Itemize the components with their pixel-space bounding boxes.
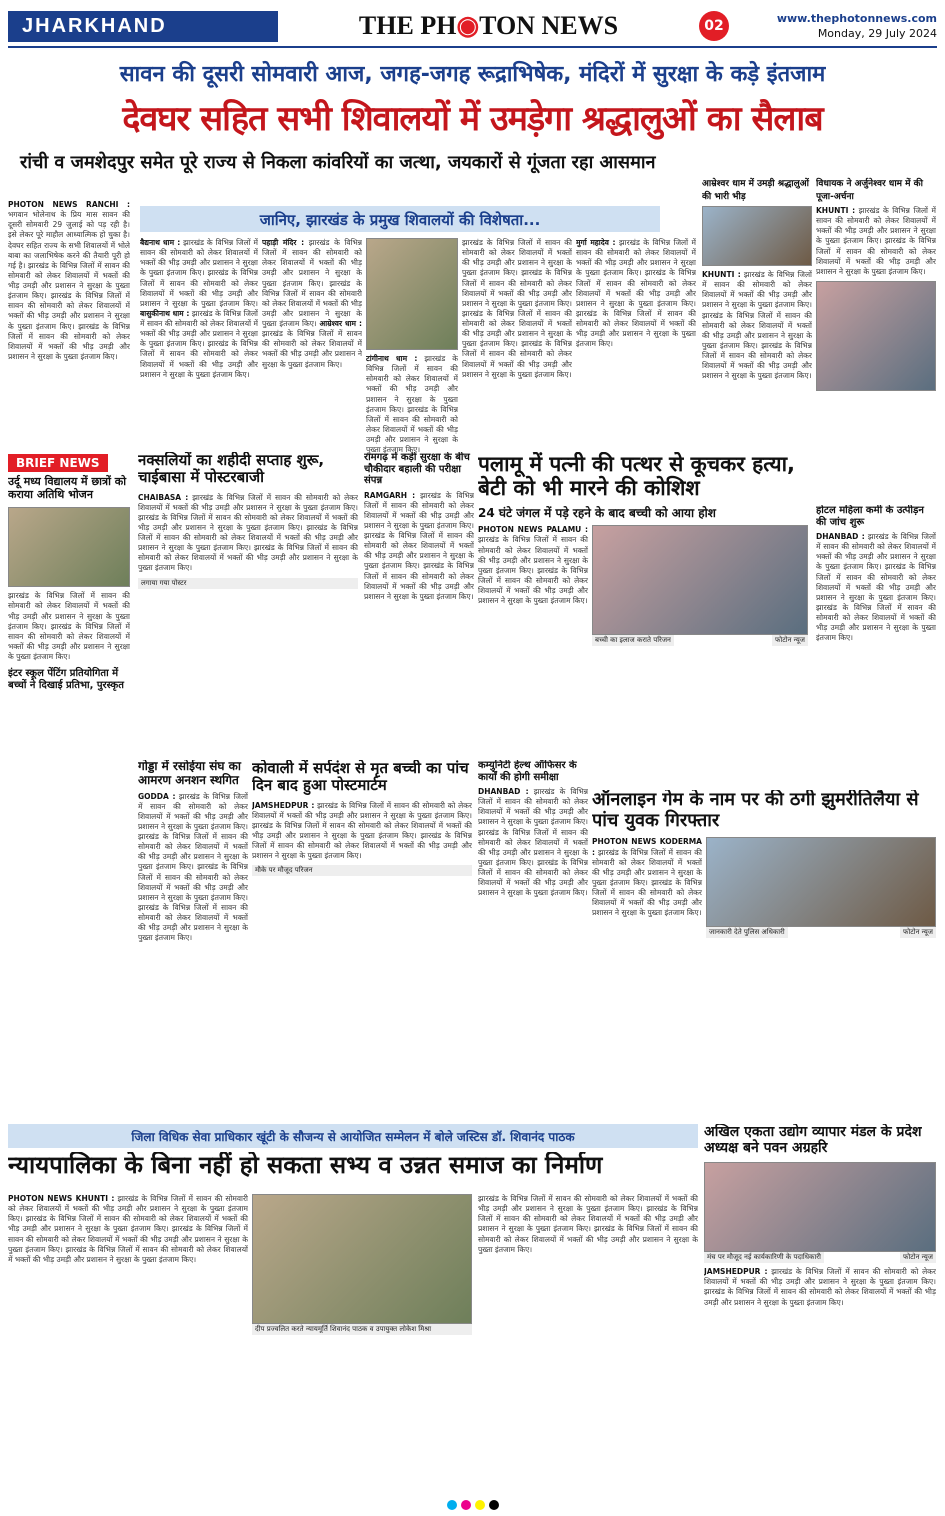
dateline: DHANBAD : bbox=[816, 532, 865, 541]
filler-text: झारखंड के विभिन्न जिलों में सावन की सोमवारी को लेकर शिवालयों में भक्तों की भीड़ उमड़ी और प्रशासन ने सुरक्षा के पुख्ता इंतजाम किए। bbox=[138, 862, 248, 902]
filler-text: झारखंड के विभिन्न जिलों में सावन की सोमवारी को लेकर शिवालयों में भक्तों की भीड़ उमड़ी और प्रशासन ने सुरक्षा के पुख्ता इंतजाम किए। bbox=[252, 800, 472, 820]
magenta-mark-icon bbox=[461, 1500, 471, 1510]
godda-story bbox=[138, 760, 248, 1120]
legal-headline: न्यायपालिका के बिना नहीं हो सकता सभ्य व उन्नत समाज का निर्माण bbox=[8, 1152, 603, 1179]
filler-text: झारखंड के विभिन्न जिलों में सावन की सोमवारी को लेकर शिवालयों में भक्तों की भीड़ उमड़ी और प्रशासन ने सुरक्षा के पुख्ता इंतजाम किए। bbox=[592, 877, 702, 918]
issue-date: Monday, 29 July 2024 bbox=[817, 27, 937, 40]
naxal-text bbox=[138, 493, 358, 574]
kowali-headline: कोवाली में सर्पदंश से मृत बच्ची का पांच दिन बाद हुआ पोस्टमार्टम bbox=[252, 760, 469, 795]
filler-text: झारखंड के विभिन्न जिलों में सावन की सोमवारी को लेकर शिवालयों में भक्तों की भीड़ उमड़ी और प्रशासन ने सुरक्षा के पुख्ता इंतजाम किए। bbox=[262, 238, 362, 288]
lead-subhead: रांची व जमशेदपुर समेत पूरे राज्य से निकला कांवरियों का जत्था, जयकारों से गूंजता रहा आसमान bbox=[20, 152, 656, 173]
puja-photo bbox=[816, 281, 936, 391]
filler-text: झारखंड के विभिन्न जिलों में सावन की सोमवारी को लेकर शिवालयों में भक्तों की भीड़ उमड़ी और प्रशासन ने सुरक्षा के पुख्ता इंतजाम किए। bbox=[478, 857, 588, 898]
godda-text bbox=[138, 792, 248, 944]
filler-text: झारखंड के विभिन्न जिलों में सावन की सोमवारी को लेकर शिवालयों में भक्तों की भीड़ उमड़ी और प्रशासन ने सुरक्षा के पुख्ता इंतजाम किए। bbox=[478, 787, 588, 827]
health-story bbox=[478, 760, 588, 1120]
column-subhead: टांगीनाथ धाम : bbox=[366, 354, 418, 363]
filler-text: झारखंड के विभिन्न जिलों में सावन की सोमवारी को लेकर शिवालयों में भक्तों की भीड़ उमड़ी और प्रशासन ने सुरक्षा के पुख्ता इंतजाम किए। bbox=[366, 404, 458, 455]
filler-text: झारखंड के विभिन्न जिलों में सावन की सोमवारी को लेकर शिवालयों में भक्तों की भीड़ उमड़ी और प्रशासन ने सुरक्षा के पुख्ता इंतजाम किए। bbox=[462, 308, 572, 349]
filler-text: झारखंड के विभिन्न जिलों में सावन की सोमवारी को लेकर शिवालयों में भक्तों की भीड़ उमड़ी और प्रशासन ने सुरक्षा के पुख्ता इंतजाम किए। bbox=[8, 1214, 248, 1234]
filler-text: झारखंड के विभिन्न जिलों में सावन की सोमवारी को लेकर शिवालयों में भक्तों की भीड़ उमड़ी और प्रशासन ने सुरक्षा के पुख्ता इंतजाम किए। bbox=[576, 238, 696, 278]
filler-text: झारखंड के विभिन्न जिलों में सावन की सोमवारी को लेकर शिवालयों में भक्तों की भीड़ उमड़ी और प्रशासन ने सुरक्षा के पुख्ता इंतजाम किए। bbox=[8, 321, 130, 361]
filler-text: झारखंड के विभिन्न जिलों में सावन की सोमवारी को लेकर शिवालयों में भक्तों की भीड़ उमड़ी और प्रशासन ने सुरक्षा के पुख्ता इंतजाम किए। bbox=[8, 621, 130, 662]
column-subhead: बासुकीनाथ धाम : bbox=[140, 308, 190, 318]
black-mark-icon bbox=[489, 1500, 499, 1510]
online-text bbox=[592, 837, 702, 938]
naxal-story bbox=[138, 452, 358, 752]
photo-credit: फोटोन न्यूज bbox=[772, 635, 808, 646]
brief-headline: उर्दू मध्य विद्यालय में छात्रों को कराया अतिथि भोजन bbox=[8, 475, 127, 501]
column-subhead: पहाड़ी मंदिर : bbox=[262, 238, 305, 247]
dateline: KHUNTI : bbox=[816, 206, 856, 215]
crowd-photo bbox=[702, 206, 812, 266]
hotel-headline: होटल महिला कर्मी के उत्पीड़न की जांच शुरू bbox=[816, 505, 924, 528]
filler-text: झारखंड के विभिन्न जिलों में सावन की सोमवारी को लेकर शिवालयों में भक्तों की भीड़ उमड़ी और प्रशासन ने सुरक्षा के पुख्ता इंतजाम किए। bbox=[138, 902, 248, 943]
legal-photo-block bbox=[252, 1194, 472, 1484]
ramgarh-text bbox=[364, 491, 474, 602]
dateline: JAMSHEDPUR : bbox=[252, 800, 315, 810]
ramgarh-story bbox=[364, 452, 474, 752]
site-url[interactable]: www.thephotonnews.com bbox=[776, 11, 937, 25]
filler-text: झारखंड के विभिन्न जिलों में सावन की सोमवारी को लेकर शिवालयों में भक्तों की भीड़ उमड़ी और प्रशासन ने सुरक्षा के पुख्ता इंतजाम किए। bbox=[140, 339, 258, 379]
dateline: KHUNTI : bbox=[702, 270, 741, 279]
brand-logo bbox=[278, 11, 699, 41]
column-subhead: आम्रेश्वर धाम : bbox=[319, 319, 362, 328]
kowali-text bbox=[252, 801, 472, 862]
palamu-story bbox=[478, 452, 808, 752]
palamu-subhead: 24 घंटे जंगल में पड़े रहने के बाद बच्ची को आया होश bbox=[478, 506, 716, 521]
ekta-caption: मंच पर मौजूद नई कार्यकारिणी के पदाधिकारी bbox=[704, 1252, 824, 1263]
dateline: PHOTON NEWS KODERMA : bbox=[592, 837, 702, 857]
arjuneshwar-text bbox=[816, 206, 936, 277]
photo-credit: फोटोन न्यूज bbox=[900, 927, 936, 938]
godda-headline: गोड्डा में रसोईया संघ का आमरण अनशन स्थगित bbox=[138, 760, 241, 787]
filler-text: झारखंड के विभिन्न जिलों में सावन की सोमवारी को लेकर शिवालयों में भक्तों की भीड़ उमड़ी और प्रशासन ने सुरक्षा के पुख्ता इंतजाम किए। bbox=[262, 278, 362, 328]
lamp-lighting-photo bbox=[252, 1194, 472, 1324]
filler-text: झारखंड के विभिन्न जिलों में सावन की सोमवारी को लेकर शिवालयों में भक्तों की भीड़ उमड़ी और प्रशासन ने सुरक्षा के पुख्ता इंतजाम किए। bbox=[702, 270, 812, 310]
hotel-story bbox=[816, 505, 936, 752]
kowali-caption: मौके पर मौजूद परिजन bbox=[252, 865, 472, 876]
lead-dateline: PHOTON NEWS RANCHI : bbox=[8, 200, 130, 209]
filler-text: झारखंड के विभिन्न जिलों में सावन की सोमवारी को लेकर शिवालयों में भक्तों की भीड़ उमड़ी और प्रशासन ने सुरक्षा के पुख्ता इंतजाम किए। bbox=[138, 492, 358, 512]
filler-text: झारखंड के विभिन्न जिलों में सावन की सोमवारी को लेकर शिवालयों में भक्तों की भीड़ उमड़ी और प्रशासन ने सुरक्षा के पुख्ता इंतजाम किए। bbox=[138, 832, 248, 872]
dateline: RAMGARH : bbox=[364, 490, 416, 500]
brief-label: BRIEF NEWS bbox=[8, 454, 108, 472]
online-caption: जानकारी देते पुलिस अधिकारी bbox=[706, 927, 788, 938]
legal-banner: जिला विधिक सेवा प्राधिकार खूंटी के सौजन्य से आयोजित सम्मेलन में बोले जस्टिस डॉ. शिवानंद पाठक bbox=[8, 1124, 698, 1148]
filler-text: झारखंड के विभिन्न जिलों में सावन की सोमवारी को लेकर शिवालयों में भक्तों की भीड़ उमड़ी और प्रशासन ने सुरक्षा के पुख्ता इंतजाम किए। bbox=[478, 565, 588, 606]
filler-text: झारखंड के विभिन्न जिलों में सावन की सोमवारी को लेकर शिवालयों में भक्तों की भीड़ उमड़ी और प्रशासन ने सुरक्षा के पुख्ता इंतजाम किए। bbox=[462, 238, 572, 278]
legal-caption: दीप प्रज्वलित करते न्यायमूर्ति शिवानंद पाठक व उपायुक्त लोकेश मिश्रा bbox=[252, 1324, 472, 1335]
ekta-text bbox=[704, 1267, 936, 1308]
dateline: DHANBAD : bbox=[478, 787, 529, 796]
filler-text: झारखंड के विभिन्न जिलों में सावन की सोमवारी को लेकर शिवालयों में भक्तों की भीड़ उमड़ी और प्रशासन ने सुरक्षा के पुख्ता इंतजाम किए। bbox=[478, 827, 588, 867]
filler-text: झारखंड के विभिन्न जिलों में सावन की सोमवारी को लेकर शिवालयों में भक्तों की भीड़ उमड़ी और प्रशासन ने सुरक्षा के पुख्ता इंतजाम किए। bbox=[138, 543, 358, 573]
filler-text: झारखंड के विभिन्न जिलों में सावन की सोमवारी को लेकर शिवालयों में भक्तों की भीड़ उमड़ी और प्रशासन ने सुरक्षा के पुख्ता इंतजाम किए। bbox=[8, 1244, 248, 1264]
kowali-story bbox=[252, 760, 472, 1120]
students-photo bbox=[8, 507, 130, 587]
filler-text: झारखंड के विभिन्न जिलों में सावन की सोमवारी को लेकर शिवालयों में भक्तों की भीड़ उमड़ी और प्रशासन ने सुरक्षा के पुख्ता इंतजाम किए। bbox=[816, 532, 936, 572]
brief2-headline: इंटर स्कूल पेंटिंग प्रतियोगिता में बच्चों ने दिखाई प्रतिभा, पुरस्कृत bbox=[8, 668, 124, 691]
filler-text: झारखंड के विभिन्न जिलों में सावन की सोमवारी को लेकर शिवालयों में भक्तों की भीड़ उमड़ी और प्रशासन ने सुरक्षा के पुख्ता इंतजाम किए। bbox=[478, 1204, 698, 1234]
masthead bbox=[8, 6, 937, 48]
brand-o-icon: ◉ bbox=[456, 11, 480, 40]
filler-text: झारखंड के विभिन्न जिलों में सावन की सोमवारी को लेकर शिवालयों में भक्तों की भीड़ उमड़ी और प्रशासन ने सुरक्षा के पुख्ता इंतजाम किए। bbox=[138, 522, 358, 553]
filler-text: झारखंड के विभिन्न जिलों में सावन की सोमवारी को लेकर शिवालयों में भक्तों की भीड़ उमड़ी और प्रशासन ने सुरक्षा के पुख्ता इंतजाम किए। bbox=[8, 1194, 248, 1224]
cyan-mark-icon bbox=[447, 1500, 457, 1510]
filler-text: झारखंड के विभिन्न जिलों में सावन की सोमवारी को लेकर शिवालयों में भक्तों की भीड़ उमड़ी और प्रशासन ने सुरक्षा के पुख्ता इंतजाम किए। bbox=[138, 512, 358, 532]
filler-text: झारखंड के विभिन्न जिलों में सावन की सोमवारी को लेकर शिवालयों में भक्तों की भीड़ उमड़ी और प्रशासन ने सुरक्षा के पुख्ता इंतजाम किए। bbox=[364, 561, 474, 601]
filler-text: झारखंड के विभिन्न जिलों में सावन की सोमवारी को लेकर शिवालयों में भक्तों की भीड़ उमड़ी और प्रशासन ने सुरक्षा के पुख्ता इंतजाम किए। bbox=[576, 308, 696, 349]
brand-suffix: TON NEWS bbox=[479, 11, 619, 40]
ramgarh-headline: रामगढ़ में कड़ी सुरक्षा के बीच चौकीदार बहाली की परीक्षा संपन्न bbox=[364, 452, 470, 486]
filler-text: झारखंड के विभिन्न जिलों में सावन की सोमवारी को लेकर शिवालयों में भक्तों की भीड़ उमड़ी और प्रशासन ने सुरक्षा के पुख्ता इंतजाम किए। bbox=[252, 820, 472, 840]
temple-photo bbox=[366, 238, 458, 350]
brief-news bbox=[8, 452, 130, 752]
hotel-text bbox=[816, 532, 936, 643]
filler-text: झारखंड के विभिन्न जिलों में सावन की सोमवारी को लेकर शिवालयों में भक्तों की भीड़ उमड़ी और प्रशासन ने सुरक्षा के पुख्ता इंतजाम किए। bbox=[462, 339, 572, 379]
filler-text: झारखंड के विभिन्न जिलों में सावन की सोमवारी को लेकर शिवालयों में भक्तों की भीड़ उमड़ी और प्रशासन ने सुरक्षा के पुख्ता इंतजाम किए। bbox=[702, 340, 812, 381]
legal-text-2 bbox=[478, 1194, 698, 1484]
filler-text: झारखंड के विभिन्न जिलों में सावन की सोमवारी को लेकर शिवालयों में भक्तों की भीड़ उमड़ी और प्रशासन ने सुरक्षा के पुख्ता इंतजाम किए। bbox=[8, 260, 130, 301]
filler-text: झारखंड के विभिन्न जिलों में सावन की सोमवारी को लेकर शिवालयों में भक्तों की भीड़ उमड़ी और प्रशासन ने सुरक्षा के पुख्ता इंतजाम किए। bbox=[140, 268, 258, 308]
committee-photo bbox=[704, 1162, 936, 1252]
filler-text: झारखंड के विभिन्न जिलों में सावन की सोमवारी को लेकर शिवालयों में भक्तों की भीड़ उमड़ी और प्रशासन ने सुरक्षा के पुख्ता इंतजाम किए। bbox=[364, 531, 474, 571]
filler-text: झारखंड के विभिन्न जिलों में सावन की सोमवारी को लेकर शिवालयों में भक्तों की भीड़ उमड़ी और प्रशासन ने सुरक्षा के पुख्ता इंतजाम किए। bbox=[592, 847, 702, 887]
yellow-mark-icon bbox=[475, 1500, 485, 1510]
legal-text bbox=[8, 1194, 248, 1484]
dateline: GODDA : bbox=[138, 791, 176, 801]
lead-body: भगवान भोलेनाथ के प्रिय मास सावन की दूसरी सोमवारी 29 जुलाई को पड़ रही है। इसे लेकर पूरे माहौल आध्यात्मिक हो चुका है। देवघर सहित राज्य के सभी शिवालयों में भोले बाबा का जलाभिषेक करने की तैयारी पूरी हो गई है। bbox=[8, 210, 130, 270]
filler-text: झारखंड के विभिन्न जिलों में सावन की सोमवारी को लेकर शिवालयों में भक्तों की भीड़ उमड़ी और प्रशासन ने सुरक्षा के पुख्ता इंतजाम किए। bbox=[816, 602, 936, 643]
health-headline: कम्युनिटी हेल्थ ऑफिसर के कार्यों की होगी समीक्षा bbox=[478, 760, 577, 783]
page-number: 02 bbox=[699, 11, 729, 41]
filler-text: झारखंड के विभिन्न जिलों में सावन की सोमवारी को लेकर शिवालयों में भक्तों की भीड़ उमड़ी और प्रशासन ने सुरक्षा के पुख्ता इंतजाम किए। bbox=[704, 1267, 936, 1287]
palamu-text bbox=[478, 525, 588, 646]
filler-text: झारखंड के विभिन्न जिलों में सावन की सोमवारी को लेकर शिवालयों में भक्तों की भीड़ उमड़ी और प्रशासन ने सुरक्षा के पुख्ता इंतजाम किए। bbox=[478, 535, 588, 575]
palamu-photo bbox=[592, 525, 808, 635]
online-headline: ऑनलाइन गेम के नाम पर की ठगी झुमरीतिलैया से पांच युवक गिरफ्तार bbox=[592, 790, 919, 831]
dateline: JAMSHEDPUR : bbox=[704, 1267, 768, 1277]
arjuneshwar-story bbox=[816, 176, 936, 500]
amreshwar-text bbox=[702, 270, 812, 381]
filler-text: झारखंड के विभिन्न जिलों में सावन की सोमवारी को लेकर शिवालयों में भक्तों की भीड़ उमड़ी और प्रशासन ने सुरक्षा के पुख्ता इंतजाम किए। bbox=[478, 1224, 698, 1254]
registration-marks bbox=[0, 1500, 945, 1510]
palamu-headline: पलामू में पत्नी की पत्थर से कूचकर हत्या, बेटी को भी मारने की कोशिश bbox=[478, 452, 795, 501]
filler-text: झारखंड के विभिन्न जिलों में सावन की सोमवारी को लेकर शिवालयों में भक्तों की भीड़ उमड़ी और प्रशासन ने सुरक्षा के पुख्ता इंतजाम किए। bbox=[140, 238, 258, 278]
filler-text: झारखंड के विभिन्न जिलों में सावन की सोमवारी को लेकर शिवालयों में भक्तों की भीड़ उमड़ी और प्रशासन ने सुरक्षा के पुख्ता इंतजाम किए। bbox=[576, 268, 696, 308]
filler-text: झारखंड के विभिन्न जिलों में सावन की सोमवारी को लेकर शिवालयों में भक्तों की भीड़ उमड़ी और प्रशासन ने सुरक्षा के पुख्ता इंतजाम किए। bbox=[816, 562, 936, 602]
filler-text: झारखंड के विभिन्न जिलों में सावन की सोमवारी को लेकर शिवालयों में भक्तों की भीड़ उमड़ी और प्रशासन ने सुरक्षा के पुख्ता इंतजाम किए। bbox=[8, 1224, 248, 1254]
filler-text: झारखंड के विभिन्न जिलों में सावन की सोमवारी को लेकर शिवालयों में भक्तों की भीड़ उमड़ी और प्रशासन ने सुरक्षा के पुख्ता इंतजाम किए। bbox=[364, 490, 474, 530]
column-subhead: बैद्यनाथ धाम : bbox=[140, 238, 181, 247]
filler-text: झारखंड के विभिन्न जिलों में सावन की सोमवारी को लेकर शिवालयों में भक्तों की भीड़ उमड़ी और प्रशासन ने सुरक्षा के पुख्ता इंतजाम किए। bbox=[140, 308, 258, 349]
arrest-photo bbox=[706, 837, 936, 927]
palamu-caption: बच्ची का इलाज कराते परिजन bbox=[592, 635, 674, 646]
site-info bbox=[737, 11, 937, 42]
filler-text: झारखंड के विभिन्न जिलों में सावन की सोमवारी को लेकर शिवालयों में भक्तों की भीड़ उमड़ी और प्रशासन ने सुरक्षा के पुख्ता इंतजाम किए। bbox=[816, 206, 936, 246]
photo-headline: आम्रेश्वर धाम में उमड़ी श्रद्धालुओं की भारी भीड़ bbox=[702, 179, 809, 202]
photo-credit: फोटोन न्यूज bbox=[900, 1252, 936, 1263]
dateline: PHOTON NEWS KHUNTI : bbox=[8, 1194, 115, 1203]
dateline: PHOTON NEWS PALAMU : bbox=[478, 525, 588, 535]
ekta-story bbox=[704, 1124, 936, 1484]
region-label: JHARKHAND bbox=[8, 11, 278, 42]
filler-text: झारखंड के विभिन्न जिलों में सावन की सोमवारी को लेकर शिवालयों में भक्तों की भीड़ उमड़ी और प्रशासन ने सुरक्षा के पुख्ता इंतजाम किए। bbox=[704, 1287, 936, 1307]
filler-text: झारखंड के विभिन्न जिलों में सावन की सोमवारी को लेकर शिवालयों में भक्तों की भीड़ उमड़ी और प्रशासन ने सुरक्षा के पुख्ता इंतजाम किए। bbox=[8, 591, 130, 631]
naxal-headline: नक्सलियों का शहीदी सप्ताह शुरू, चाईबासा में पोस्टरबाजी bbox=[138, 452, 325, 487]
filler-text: झारखंड के विभिन्न जिलों में सावन की सोमवारी को लेकर शिवालयों में भक्तों की भीड़ उमड़ी और प्रशासन ने सुरक्षा के पुख्ता इंतजाम किए। bbox=[8, 291, 130, 331]
ekta-headline: अखिल एकता उद्योग व्यापार मंडल के प्रदेश अध्यक्ष बने पवन अग्रहरि bbox=[704, 1124, 922, 1157]
filler-text: झारखंड के विभिन्न जिलों में सावन की सोमवारी को लेकर शिवालयों में भक्तों की भीड़ उमड़ी और प्रशासन ने सुरक्षा के पुख्ता इंतजाम किए। bbox=[252, 830, 472, 861]
brand-prefix: THE PH bbox=[358, 11, 457, 40]
photo-headline: विधायक ने अर्जुनेश्वर धाम में की पूजा-अर्चना bbox=[816, 179, 923, 202]
brief-text bbox=[8, 591, 130, 662]
dateline: CHAIBASA : bbox=[138, 492, 189, 502]
lead-headline: देवघर सहित सभी शिवालयों में उमड़ेगा श्रद्धालुओं का सैलाब bbox=[122, 99, 823, 139]
filler-text: झारखंड के विभिन्न जिलों में सावन की सोमवारी को लेकर शिवालयों में भक्तों की भीड़ उमड़ी और प्रशासन ने सुरक्षा के पुख्ता इंतजाम किए। bbox=[478, 1194, 698, 1214]
filler-text: झारखंड के विभिन्न जिलों में सावन की सोमवारी को लेकर शिवालयों में भक्तों की भीड़ उमड़ी और प्रशासन ने सुरक्षा के पुख्ता इंतजाम किए। bbox=[702, 310, 812, 350]
filler-text: झारखंड के विभिन्न जिलों में सावन की सोमवारी को लेकर शिवालयों में भक्तों की भीड़ उमड़ी और प्रशासन ने सुरक्षा के पुख्ता इंतजाम किए। bbox=[462, 268, 572, 308]
shivalaya-banner: जानिए, झारखंड के प्रमुख शिवालयों की विशेषता... bbox=[140, 206, 660, 232]
filler-text: झारखंड के विभिन्न जिलों में सावन की सोमवारी को लेकर शिवालयों में भक्तों की भीड़ उमड़ी और प्रशासन ने सुरक्षा के पुख्ता इंतजाम किए। bbox=[816, 236, 936, 276]
filler-text: झारखंड के विभिन्न जिलों में सावन की सोमवारी को लेकर शिवालयों में भक्तों की भीड़ उमड़ी और प्रशासन ने सुरक्षा के पुख्ता इंतजाम किए। bbox=[366, 354, 458, 414]
health-text bbox=[478, 787, 588, 898]
naxal-caption: लगाया गया पोस्टर bbox=[138, 578, 358, 589]
filler-text: झारखंड के विभिन्न जिलों में सावन की सोमवारी को लेकर शिवालयों में भक्तों की भीड़ उमड़ी और प्रशासन ने सुरक्षा के पुख्ता इंतजाम किए। bbox=[262, 329, 362, 369]
online-game-story bbox=[592, 790, 936, 1120]
column-subhead: मुर्गा महादेव : bbox=[576, 238, 616, 247]
filler-text: झारखंड के विभिन्न जिलों में सावन की सोमवारी को लेकर शिवालयों में भक्तों की भीड़ उमड़ी और प्रशासन ने सुरक्षा के पुख्ता इंतजाम किए। bbox=[138, 791, 248, 831]
lead-kicker: सावन की दूसरी सोमवारी आज, जगह-जगह रूद्राभिषेक, मंदिरों में सुरक्षा के कड़े इंतजाम bbox=[119, 62, 826, 87]
